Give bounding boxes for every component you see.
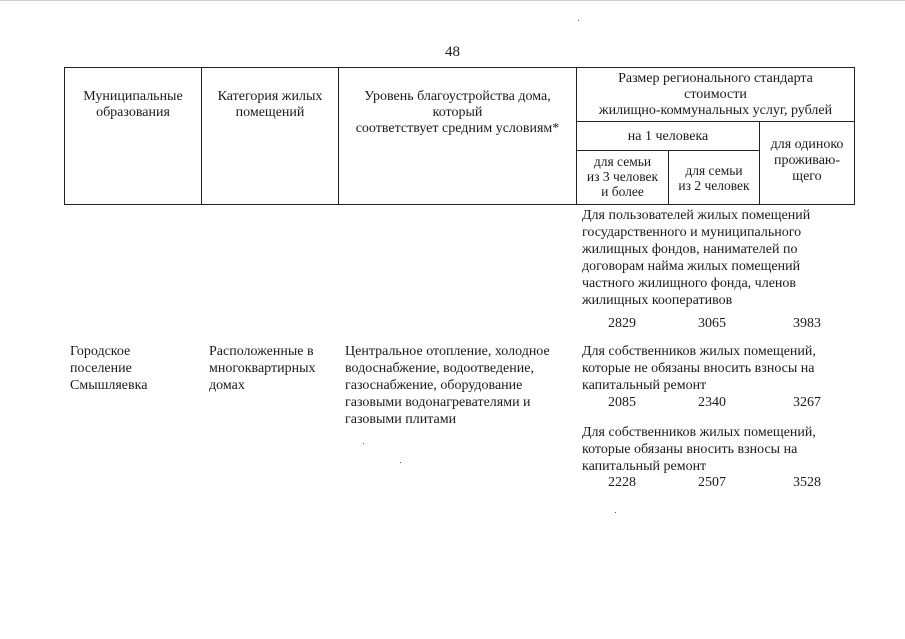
header-single [760, 137, 854, 185]
group-title-line: Для собственников жилых помещений, [582, 344, 816, 359]
group-title-line: Для пользователей жилых помещений [582, 208, 811, 223]
header-standard [577, 71, 854, 119]
header-level [339, 89, 576, 137]
municipality-line: Смышляевка [70, 378, 148, 393]
group-title-line: жилищных фондов, нанимателей по [582, 242, 798, 257]
page-top-rule [0, 0, 905, 1]
municipality-line: поселение [70, 361, 132, 376]
group-title-line: капитальный ремонт [582, 459, 707, 474]
header-standard-line: стоимости [684, 87, 747, 102]
header-standard-line: жилищно-коммунальных услуг, рублей [598, 103, 833, 118]
header-level-line: который [432, 105, 483, 120]
header-standard-line: Размер регионального стандарта [618, 71, 813, 86]
group-title-line: договорам найма жилых помещений [582, 259, 801, 274]
header-per-person-text: на 1 человека [627, 129, 709, 144]
value-family3: 2829 [608, 316, 636, 331]
header-family3-line: для семьи [593, 154, 652, 169]
value-single: 3983 [793, 316, 821, 331]
group-title-line: которые обязаны вносить взносы на [582, 442, 798, 457]
level-line: водоснабжение, водоотведение, [345, 361, 534, 376]
group-3-title [582, 424, 816, 475]
header-family3 [577, 154, 668, 199]
header-level-line: соответствует средним условиям* [355, 121, 560, 136]
scan-speck [615, 512, 616, 513]
value-family2: 2507 [698, 475, 726, 490]
group-1-title [582, 207, 810, 309]
value-single: 3267 [793, 395, 821, 410]
group-title-line: жилищных кооперативов [582, 293, 733, 308]
header-category-text: Категория жилых помещений [217, 89, 323, 120]
value-family2: 3065 [698, 316, 726, 331]
group-title-line: капитальный ремонт [582, 378, 707, 393]
row-divider [576, 121, 854, 122]
header-family2-line: для семьи [685, 163, 743, 178]
page-number: 48 [445, 44, 460, 60]
group-title-line: частного жилищного фонда, членов [582, 276, 797, 291]
header-category [202, 89, 338, 121]
scan-speck [400, 462, 401, 463]
header-family2-line: из 2 человек [678, 178, 750, 193]
category-line: многоквартирных [209, 361, 316, 376]
header-level-line: Уровень благоустройства дома, [364, 89, 551, 104]
value-single: 3528 [793, 475, 821, 490]
group-title-line: Для собственников жилых помещений, [582, 425, 816, 440]
value-family3: 2228 [608, 475, 636, 490]
level-line: газовыми водонагревателями и [345, 395, 531, 410]
group-title-line: государственного и муниципального [582, 225, 802, 240]
table-header [64, 67, 855, 205]
category-line: домах [209, 378, 245, 393]
group-2-title [582, 343, 816, 394]
municipality-name [70, 343, 147, 394]
value-family2: 2340 [698, 395, 726, 410]
header-per-person [577, 129, 759, 145]
level-line: газоснабжение, оборудование [345, 378, 523, 393]
header-family2 [669, 163, 759, 193]
header-single-line: щего [792, 169, 822, 184]
header-municipality-text: Муниципальные образования [83, 89, 183, 120]
amenity-level [345, 343, 550, 428]
municipality-line: Городское [70, 344, 131, 359]
header-family3-line: и более [601, 184, 644, 199]
scan-speck [363, 443, 364, 444]
value-family3: 2085 [608, 395, 636, 410]
header-municipality [65, 89, 201, 121]
level-line: Центральное отопление, холодное [345, 344, 550, 359]
group-title-line: которые не обязаны вносить взносы на [582, 361, 815, 376]
category-line: Расположенные в [209, 344, 314, 359]
header-single-line: проживаю- [773, 153, 841, 168]
scan-speck [578, 20, 579, 21]
header-single-line: для одиноко [770, 137, 844, 152]
header-family3-line: из 3 человек [586, 169, 659, 184]
housing-category [209, 343, 316, 394]
level-line: газовыми плитами [345, 412, 457, 427]
